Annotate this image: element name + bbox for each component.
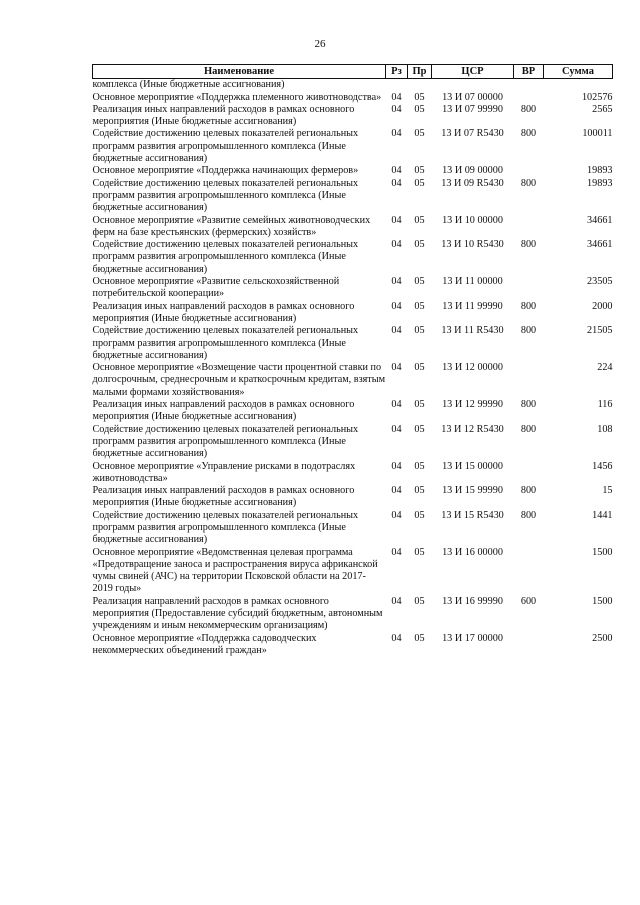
- cell-sum: 23505: [587, 276, 613, 288]
- cell-rz: 04: [391, 300, 402, 312]
- header-row: [93, 65, 613, 79]
- cell-sum: 100011: [582, 128, 613, 140]
- cell-vr: 800: [520, 300, 537, 312]
- cell-rz: 04: [391, 362, 402, 374]
- cell-sum: 224: [597, 362, 613, 374]
- table-row: [93, 301, 613, 326]
- cell-name: Содействие достижению целевых показателей региональных программ развития агропромышленного комплекса (Иные бюджетные ассигнования): [92, 128, 359, 165]
- table-row: [93, 633, 613, 658]
- cell-csr: 13 И 17 00000: [442, 632, 503, 644]
- cell-name: Основное мероприятие «Развитие семейных животноводческих ферм на базе крестьянских (фермерских) хозяйств»: [92, 214, 371, 238]
- cell-sum: 1500: [592, 595, 613, 607]
- cell-name: Содействие достижению целевых показателей региональных программ развития агропромышленного комплекса (Иные бюджетные ассигнования): [92, 177, 359, 214]
- cell-name: Основное мероприятие «Поддержка садоводческих некоммерческих объединений граждан»: [92, 632, 317, 656]
- cell-csr: 13 И 16 00000: [442, 546, 503, 558]
- header-rz: Рз: [386, 65, 408, 79]
- cell-name: Основное мероприятие «Развитие сельскохозяйственной потребительской кооперации»: [92, 276, 340, 300]
- cell-vr: 600: [520, 595, 537, 607]
- cell-name: Основное мероприятие «Управление рисками в подотраслях животноводства»: [92, 460, 356, 484]
- cell-csr: 13 И 11 R5430: [441, 325, 504, 337]
- cell-name: Основное мероприятие «Ведомственная целевая программа «Предотвращение заноса и распространения вируса африканской чумы свиней (АЧС) на территории Псковской области на 2017-2019 годы»: [92, 546, 378, 595]
- cell-csr: 13 И 11 00000: [442, 276, 503, 288]
- cell-sum: 2000: [592, 300, 613, 312]
- cell-rz: 04: [391, 91, 402, 103]
- table-row: [93, 128, 613, 165]
- cell-sum: 19893: [587, 165, 613, 177]
- table-body: [93, 79, 613, 657]
- header-sum: Сумма: [544, 65, 613, 79]
- cell-pr: 05: [414, 509, 425, 521]
- cell-sum: 2500: [592, 632, 613, 644]
- cell-rz: 04: [391, 177, 402, 189]
- cell-vr: [514, 362, 544, 399]
- cell-name: Содействие достижению целевых показателей региональных программ развития агропромышленного комплекса (Иные бюджетные ассигнования): [92, 325, 359, 361]
- cell-pr: 05: [414, 546, 425, 558]
- cell-csr: 13 И 11 99990: [442, 300, 503, 312]
- cell-rz: 04: [391, 485, 402, 497]
- cell-sum: 1500: [592, 546, 613, 558]
- cell-vr: [514, 165, 544, 177]
- cell-csr: 13 И 09 00000: [442, 165, 503, 177]
- cell-sum: 116: [597, 399, 613, 411]
- cell-vr: 800: [520, 103, 537, 115]
- cell-name: Основное мероприятие «Поддержка племенного животноводства»: [92, 91, 382, 103]
- cell-pr: 05: [414, 325, 425, 337]
- cell-csr: 13 И 12 R5430: [441, 423, 504, 435]
- cell-csr: 13 И 10 R5430: [441, 239, 504, 251]
- cell-rz: 04: [391, 165, 402, 177]
- header-pr: Пр: [408, 65, 432, 79]
- cell-pr: 05: [414, 103, 425, 115]
- table-row: [93, 165, 613, 177]
- cell-csr: 13 И 10 00000: [442, 214, 503, 226]
- cell-pr: 05: [414, 399, 425, 411]
- cell-pr: 05: [414, 276, 425, 288]
- cell-rz: 04: [391, 325, 402, 337]
- cell-csr: 13 И 15 00000: [442, 460, 503, 472]
- cell-sum: 34661: [587, 214, 613, 226]
- table-row: [93, 178, 613, 215]
- cell-name: Содействие достижению целевых показателей региональных программ развития агропромышленного комплекса (Иные бюджетные ассигнования): [92, 509, 359, 546]
- cell-pr: 05: [414, 423, 425, 435]
- cell-pr: 05: [414, 485, 425, 497]
- cell-vr: [514, 461, 544, 486]
- table-row: [93, 424, 613, 461]
- page-number: 26: [314, 38, 326, 50]
- cell-pr: 05: [414, 91, 425, 103]
- cell-sum: 15: [602, 485, 613, 497]
- header-name: Наименование: [93, 65, 386, 79]
- table-row: [93, 239, 613, 276]
- cell-vr: [514, 276, 544, 301]
- budget-table: [92, 64, 613, 657]
- cell-sum: 1441: [592, 509, 613, 521]
- cell-rz: 04: [391, 214, 402, 226]
- header-vr: ВР: [514, 65, 544, 79]
- cell-rz: 04: [391, 128, 402, 140]
- cell-vr: [514, 92, 544, 104]
- table-header: [93, 65, 613, 79]
- table-row: [93, 104, 613, 129]
- table-row: [93, 461, 613, 486]
- cell-name: Реализация направлений расходов в рамках основного мероприятия (Предоставление субсидий бюджетным, автономным учреждениям и иным некоммерческим организациям): [92, 595, 383, 632]
- cell-sum: 1456: [592, 460, 613, 472]
- header-csr: ЦСР: [432, 65, 514, 79]
- table-row: [93, 325, 613, 362]
- cell-csr: 13 И 16 99990: [442, 595, 503, 607]
- cell-sum: 19893: [587, 177, 613, 189]
- cell-csr: 13 И 07 00000: [442, 91, 503, 103]
- cell-pr: 05: [414, 239, 425, 251]
- cell-rz: 04: [391, 546, 402, 558]
- cell-csr: 13 И 15 R5430: [441, 509, 504, 521]
- cell-csr: 13 И 07 R5430: [441, 128, 504, 140]
- cell-vr: [514, 547, 544, 596]
- cell-name: Основное мероприятие «Поддержка начинающих фермеров»: [92, 165, 359, 177]
- cell-vr: 800: [520, 239, 537, 251]
- cell-rz: 04: [391, 460, 402, 472]
- cell-pr: 05: [414, 460, 425, 472]
- table-row: [93, 362, 613, 399]
- continuation-text: комплекса (Иные бюджетные ассигнования): [92, 79, 285, 91]
- continuation-row: [93, 79, 613, 92]
- cell-sum: 108: [597, 423, 613, 435]
- cell-rz: 04: [391, 276, 402, 288]
- cell-rz: 04: [391, 509, 402, 521]
- cell-pr: 05: [414, 128, 425, 140]
- cell-vr: 800: [520, 399, 537, 411]
- cell-csr: 13 И 15 99990: [442, 485, 503, 497]
- cell-rz: 04: [391, 103, 402, 115]
- table-row: [93, 276, 613, 301]
- cell-pr: 05: [414, 632, 425, 644]
- cell-vr: 800: [520, 177, 537, 189]
- cell-name: Реализация иных направлений расходов в рамках основного мероприятия (Иные бюджетные ассигнования): [92, 103, 355, 128]
- table-row: [93, 399, 613, 424]
- cell-vr: 800: [520, 485, 537, 497]
- cell-sum: 21505: [587, 325, 613, 337]
- cell-csr: 13 И 07 99990: [442, 103, 503, 115]
- cell-vr: 800: [520, 509, 537, 521]
- cell-sum: 2565: [592, 103, 613, 115]
- table-row: [93, 596, 613, 633]
- cell-pr: 05: [414, 362, 425, 374]
- cell-name: Реализация иных направлений расходов в рамках основного мероприятия (Иные бюджетные ассигнования): [92, 399, 355, 423]
- table-row: [93, 510, 613, 547]
- cell-pr: 05: [414, 165, 425, 177]
- cell-csr: 13 И 12 00000: [442, 362, 503, 374]
- cell-name: Основное мероприятие «Возмещение части процентной ставки по долгосрочным, среднесрочным и краткосрочным кредитам, взятым малыми формами хозяйствования»: [92, 362, 386, 398]
- cell-rz: 04: [391, 632, 402, 644]
- cell-name: Реализация иных направлений расходов в рамках основного мероприятия (Иные бюджетные ассигнования): [92, 485, 355, 509]
- cell-vr: 800: [520, 325, 537, 337]
- cell-sum: 34661: [587, 239, 613, 251]
- cell-csr: 13 И 09 R5430: [441, 177, 504, 189]
- cell-rz: 04: [391, 239, 402, 251]
- table-row: [93, 215, 613, 240]
- cell-name: Реализация иных направлений расходов в рамках основного мероприятия (Иные бюджетные ассигнования): [92, 300, 355, 324]
- cell-sum: 102576: [581, 91, 613, 103]
- cell-name: Содействие достижению целевых показателей региональных программ развития агропромышленного комплекса (Иные бюджетные ассигнования): [92, 239, 359, 275]
- cell-vr: [514, 215, 544, 240]
- cell-rz: 04: [391, 595, 402, 607]
- cell-vr: 800: [520, 128, 537, 140]
- cell-pr: 05: [414, 177, 425, 189]
- table-row: [93, 92, 613, 104]
- cell-rz: 04: [391, 399, 402, 411]
- cell-vr: [514, 633, 544, 658]
- cell-name: Содействие достижению целевых показателей региональных программ развития агропромышленного комплекса (Иные бюджетные ассигнования): [92, 423, 359, 460]
- cell-vr: 800: [520, 423, 537, 435]
- cell-pr: 05: [414, 595, 425, 607]
- cell-pr: 05: [414, 300, 425, 312]
- cell-pr: 05: [414, 214, 425, 226]
- table-row: [93, 547, 613, 596]
- cell-rz: 04: [391, 423, 402, 435]
- table-row: [93, 485, 613, 510]
- cell-csr: 13 И 12 99990: [442, 399, 503, 411]
